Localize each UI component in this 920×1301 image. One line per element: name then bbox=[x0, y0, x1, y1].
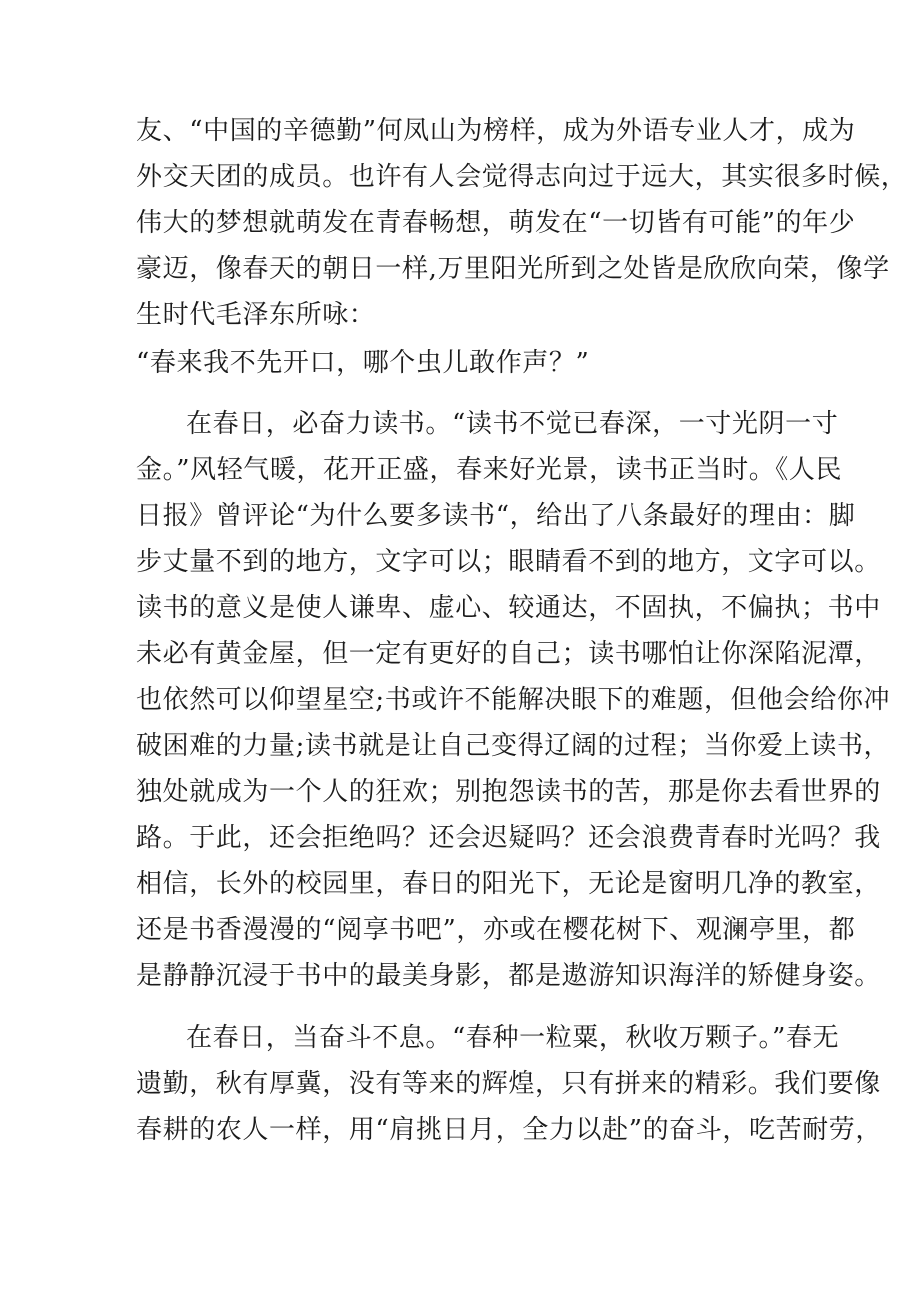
body-text-line: 日报》曾评论“为什么要多读书“，给出了八条最好的理由：脚 bbox=[136, 501, 856, 531]
body-text-line: 读书的意义是使人谦卑、虚心、较通达，不固执，不偏执；书中 bbox=[136, 593, 881, 623]
body-text-line: 独处就成为一个人的狂欢；别抱怨读书的苦，那是你去看世界的 bbox=[136, 777, 881, 807]
body-text-line: 友、“中国的辛德勤”何凤山为榜样，成为外语专业人才，成为 bbox=[136, 116, 856, 146]
body-text-line: 相信，长外的校园里，春日的阳光下，无论是窗明几净的教室， bbox=[136, 869, 881, 899]
body-text-line: 遗勤，秋有厚冀，没有等来的辉煌，只有拼来的精彩。我们要像 bbox=[136, 1069, 881, 1099]
body-text-line: 未必有黄金屋，但一定有更好的自己；读书哪怕让你深陷泥潭， bbox=[136, 639, 881, 669]
body-text-line: 路。于此，还会拒绝吗？还会迟疑吗？还会浪费青春时光吗？我 bbox=[136, 823, 881, 853]
body-text-line: 破困难的力量;读书就是让自己变得辽阔的过程；当你爱上读书， bbox=[136, 731, 891, 761]
body-text-line: 还是书香漫漫的“阅享书吧”，亦或在樱花树下、观澜亭里，都 bbox=[136, 915, 856, 945]
body-text-line: 伟大的梦想就萌发在青春畅想，萌发在“一切皆有可能”的年少 bbox=[136, 208, 856, 238]
body-text-line: 豪迈，像春天的朝日一样,万里阳光所到之处皆是欣欣向荣，像学 bbox=[136, 254, 890, 284]
body-text-line: 生时代毛泽东所咏： bbox=[136, 300, 376, 330]
paragraph-first-line: 在春日，必奋力读书。“读书不觉已春深，一寸光阴一寸 bbox=[186, 409, 839, 439]
body-text-line: 春耕的农人一样，用“肩挑日月，全力以赴”的奋斗，吃苦耐劳， bbox=[136, 1115, 882, 1145]
body-text-line: 外交天团的成员。也许有人会觉得志向过于远大，其实很多时候， bbox=[136, 162, 908, 192]
body-text-line: 也依然可以仰望星空;书或许不能解决眼下的难题，但他会给你冲 bbox=[136, 685, 891, 715]
body-text-line: 步丈量不到的地方，文字可以；眼睛看不到的地方，文字可以。 bbox=[136, 547, 881, 577]
paragraph-first-line: 在春日，当奋斗不息。“春种一粒粟，秋收万颗子。”春无 bbox=[186, 1023, 840, 1053]
body-text-line: 是静静沉浸于书中的最美身影，都是遨游知识海洋的矫健身姿。 bbox=[136, 961, 881, 991]
quotation-line: “春来我不先开口，哪个虫儿敢作声？” bbox=[136, 348, 590, 378]
body-text-line: 金。”风轻气暖，花开正盛，春来好光景，读书正当时。《人民 bbox=[136, 455, 843, 485]
